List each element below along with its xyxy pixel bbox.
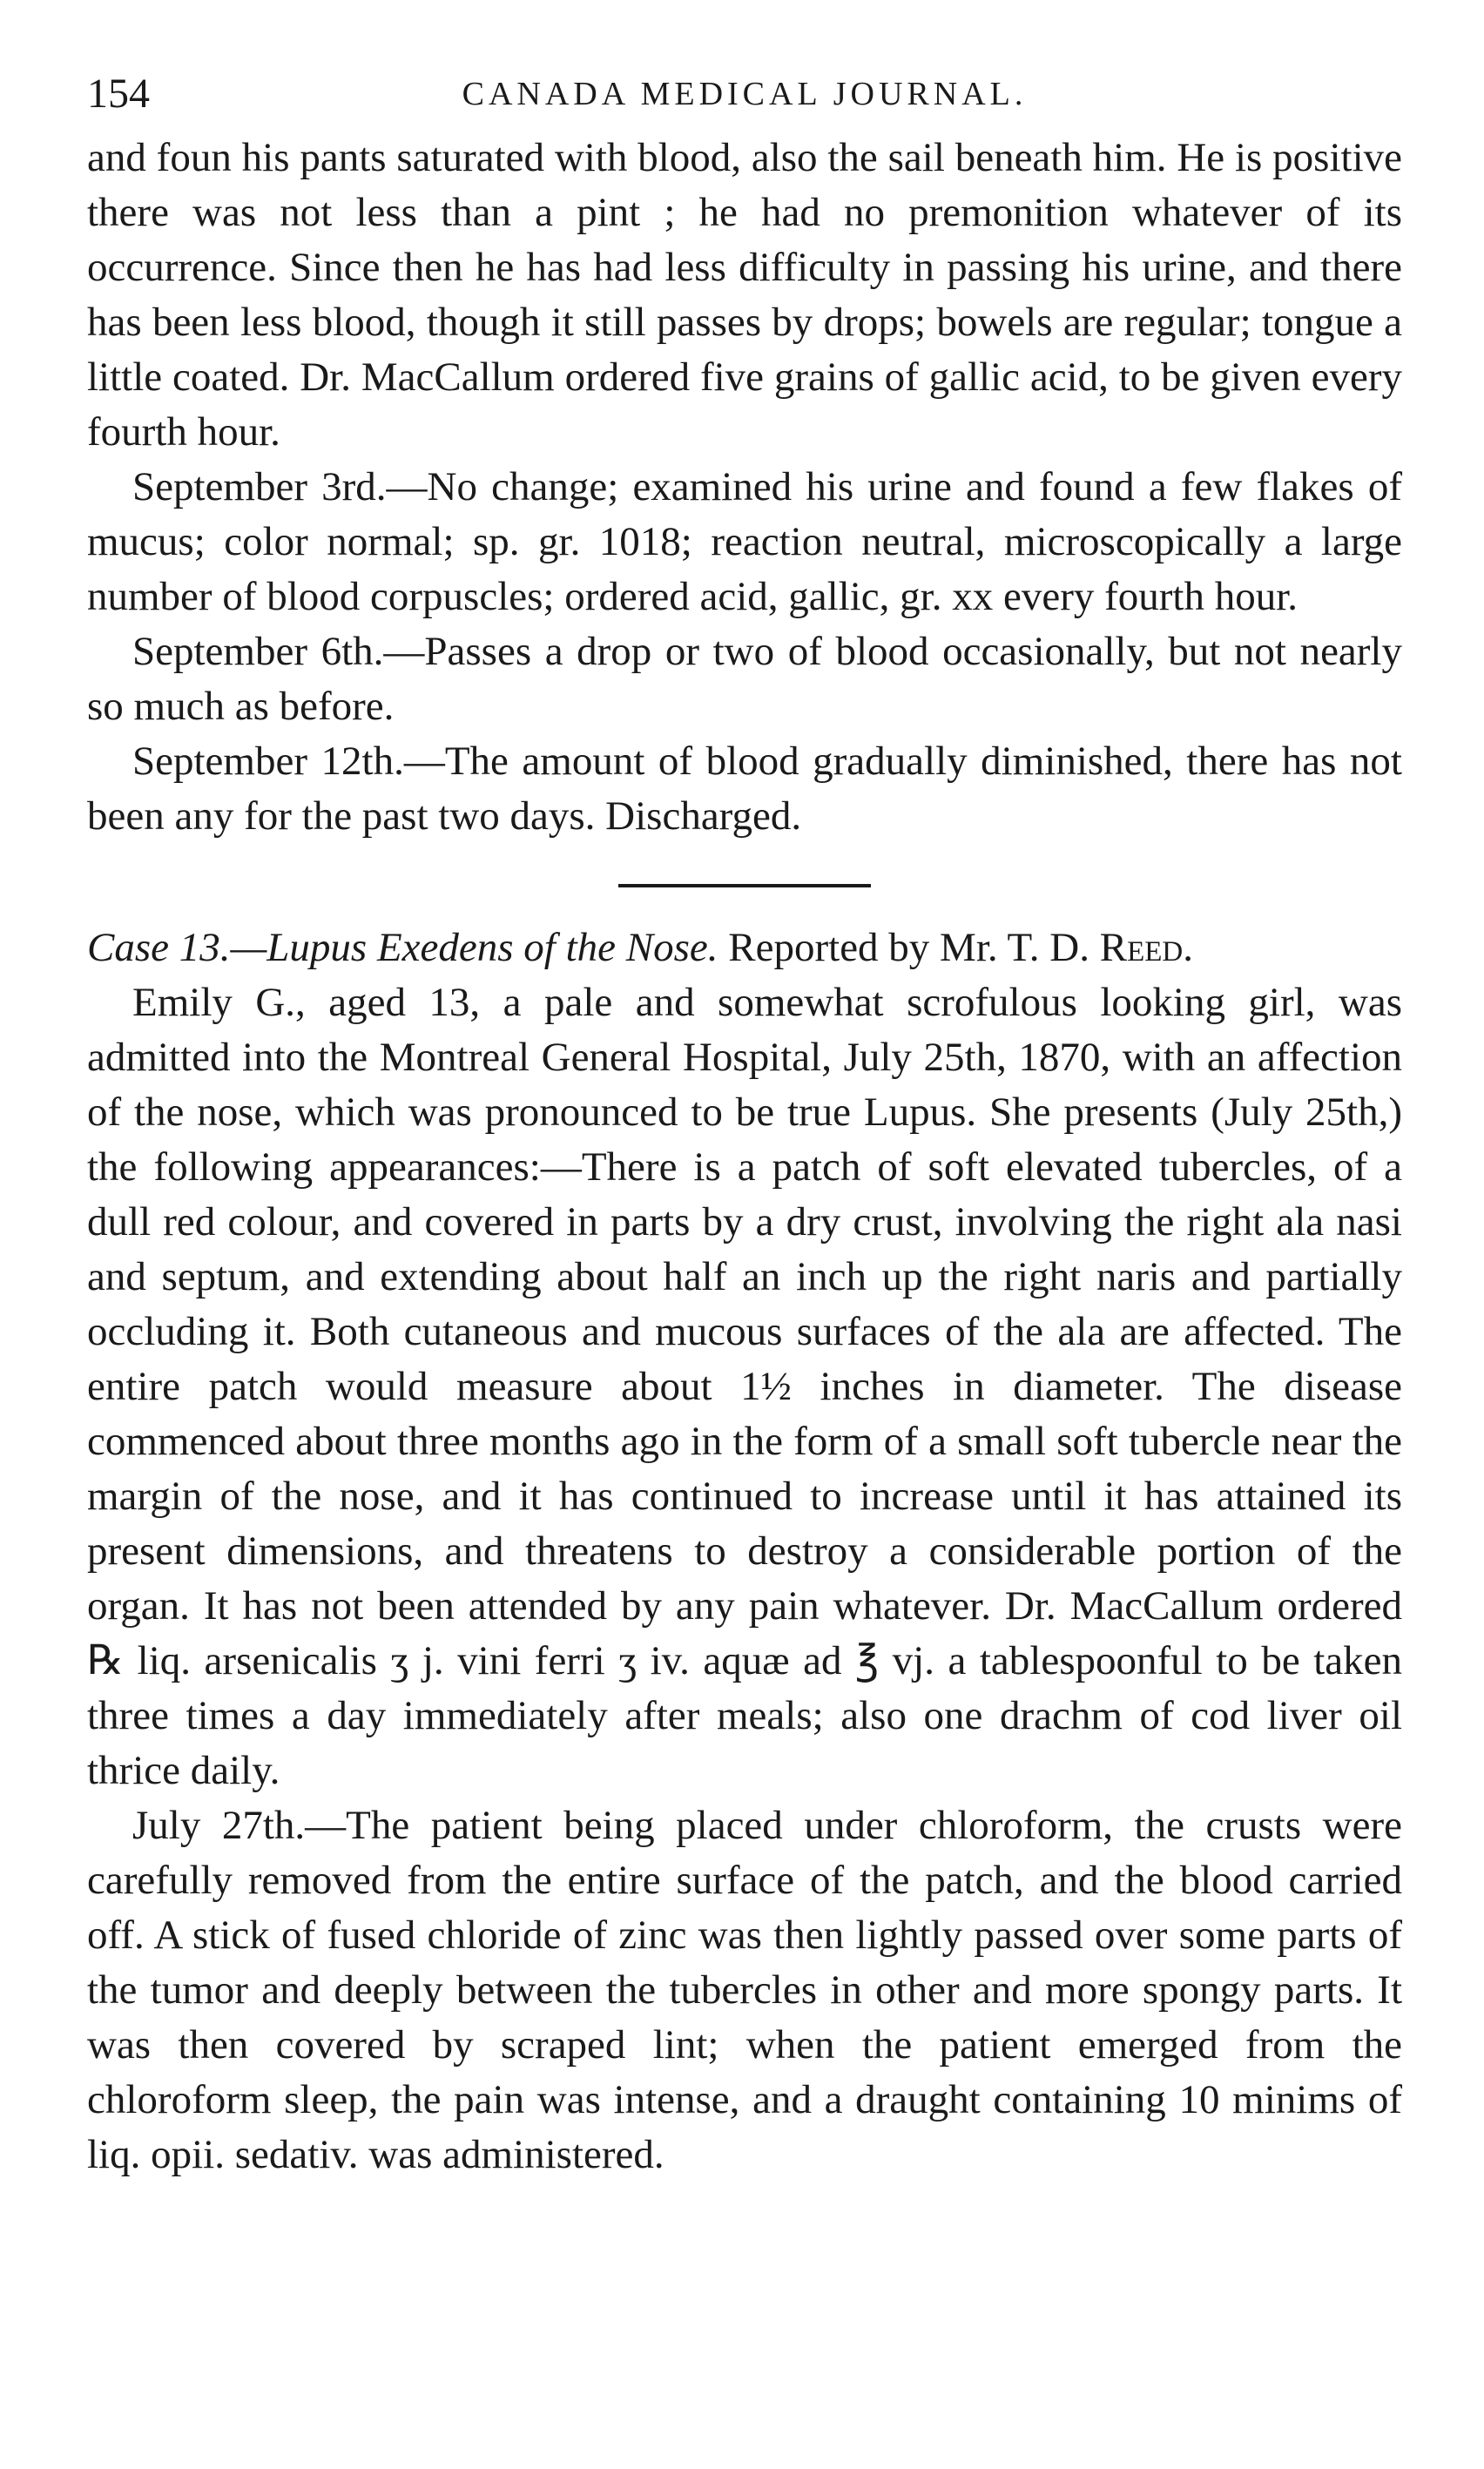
- case-label: Case 13.: [87, 925, 231, 970]
- page-number: 154: [87, 71, 150, 117]
- paragraph-september-3rd: September 3rd.—No change; examined his urine and found a few flakes of mucus; color normal; sp. gr. 1018; reaction neutral, microscopically a large number of blood corpuscles; ordered acid, gallic, gr. xx every fourth hour.: [87, 464, 1402, 619]
- paragraph-continuation: and foun his pants saturated with blood, also the sail beneath him. He is positive there was not less than a pint ; he had no premonition whatever of its occurrence. Since then he has had less difficulty in passing his urine, and there has been less blood, though it still passes by drops; bowels are regular; tongue a little coated. Dr. MacCallum ordered five grains of gallic acid, to be given every fourth hour.: [87, 135, 1402, 455]
- case-heading: [87, 921, 1402, 975]
- case-reported-by: Reported by Mr. T. D.: [718, 925, 1100, 970]
- case-reporter-surname: Reed.: [1099, 925, 1193, 970]
- paragraph-september-6th: September 6th.—Passes a drop or two of blood occasionally, but not nearly so much as before.: [87, 629, 1402, 729]
- running-head: [87, 70, 1402, 131]
- paragraph-case-description: Emily G., aged 13, a pale and somewhat scrofulous looking girl, was admitted into the Montreal General Hospital, July 25th, 1870, with an affection of the nose, which was pronounced to be true Lupus. She presents (July 25th,) the following appearances:—There is a patch of soft elevated tubercles, of a dull red colour, and covered in parts by a dry crust, involving the right ala nasi and septum, and extending about half an inch up the right naris and partially occluding it. Both cutaneous and mucous surfaces of the ala are affected. The entire patch would measure about 1½ inches in diameter. The disease commenced about three months ago in the form of a small soft tubercle near the margin of the nose, and it has continued to increase until it has attained its present dimensions, and threatens to destroy a considerable portion of the organ. It has not been attended by any pain whatever. Dr. MacCallum ordered ℞ liq. arsenicalis ʒ j. vini ferri ʒ iv. aquæ ad ℥ vj. a tablespoonful to be taken three times a day immediately after meals; also one drachm of cod liver oil thrice daily.: [87, 980, 1402, 1793]
- journal-title: CANADA MEDICAL JOURNAL.: [462, 76, 1028, 112]
- paragraph-september-12th: September 12th.—The amount of blood gradually diminished, there has not been any for the past two days. Discharged.: [87, 739, 1402, 839]
- article-body: [87, 131, 1402, 2182]
- case-title: —Lupus Exedens of the Nose.: [230, 925, 718, 970]
- section-divider: [618, 884, 871, 887]
- paragraph-july-27th: July 27th.—The patient being placed under chloroform, the crusts were carefully removed from the entire surface of the patch, and the blood carried off. A stick of fused chloride of zinc was then lightly passed over some parts of the tumor and deeply between the tubercles in other and more spongy parts. It was then covered by scraped lint; when the patient emerged from the chloroform sleep, the pain was intense, and a draught containing 10 minims of liq. opii. sedativ. was administered.: [87, 1803, 1402, 2177]
- journal-page: [87, 70, 1402, 2182]
